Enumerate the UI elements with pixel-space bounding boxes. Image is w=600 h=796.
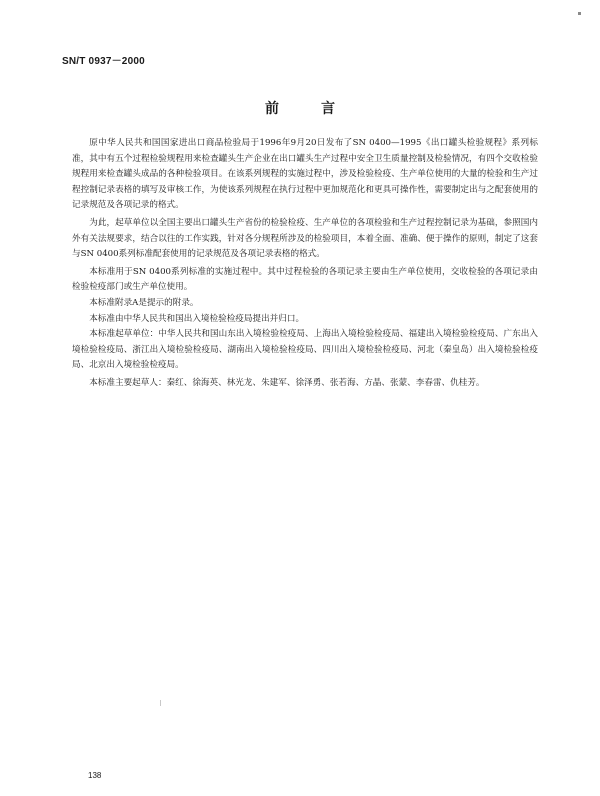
scan-artifact-mark <box>160 700 161 706</box>
page-title: 前言 <box>265 101 377 117</box>
paragraph-drafting-basis: 为此，起草单位以全国主要出口罐头生产省份的检验检疫、生产单位的各项检验和生产过程控制记录为基础，参照国内外有关法规要求，结合以往的工作实践，针对各分规程所涉及的检验项目，本着全面、准确、便于操作的原则，制定了这套与SN 0400系列标准配套使用的记录规范及各项记录表格的格式。 <box>72 217 538 260</box>
paragraph-proposer: 本标准由中华人民共和国出入境检验检疫局提出并归口。 <box>89 313 305 324</box>
scan-artifact-mark <box>578 12 581 15</box>
paragraph-scope: 本标准用于SN 0400系列标准的实施过程中。其中过程检验的各项记录主要由生产单位使用，交收检验的各项记录由检验检疫部门或生产单位使用。 <box>72 266 538 293</box>
paragraph-appendix: 本标准附录A是提示的附录。 <box>89 297 199 308</box>
page-number: 138 <box>88 771 102 780</box>
paragraph-background: 原中华人民共和国国家进出口商品检验局于1996年9月20日发布了SN 0400—1995《出口罐头检验规程》系列标准，其中有五个过程检验规程用来检查罐头生产企业在出口罐头生产过程中安全卫生质量控制及检验情况，有四个交收检验规程用来检查罐头成品的各种检验项目。在该系列规程的实施过程中，涉及检验检疫、生产单位使用的大量的检验和生产过程控制记录表格的填写及审核工作，为使该系列规程在执行过程中更加规范化和更具可操作性，需要制定出与之配套使用的记录规范及各项记录的格式。 <box>72 138 538 211</box>
paragraph-drafters: 本标准主要起草人：秦红、徐海英、林光龙、朱建军、徐泽勇、张若海、方晶、张蒙、李春雷、仇桂芳。 <box>89 377 485 388</box>
header-standard-code: SN/T 0937－2000 <box>62 56 145 67</box>
paragraph-drafting-units: 本标准起草单位：中华人民共和国山东出入境检验检疫局、上海出入境检验检疫局、福建出入境检验检疫局、广东出入境检验检疫局、浙江出入境检验检疫局、湖南出入境检验检疫局、四川出入境检验检疫局、河北（秦皇岛）出入境检验检疫局、北京出入境检验检疫局。 <box>72 329 538 371</box>
foreword-body <box>72 136 538 392</box>
